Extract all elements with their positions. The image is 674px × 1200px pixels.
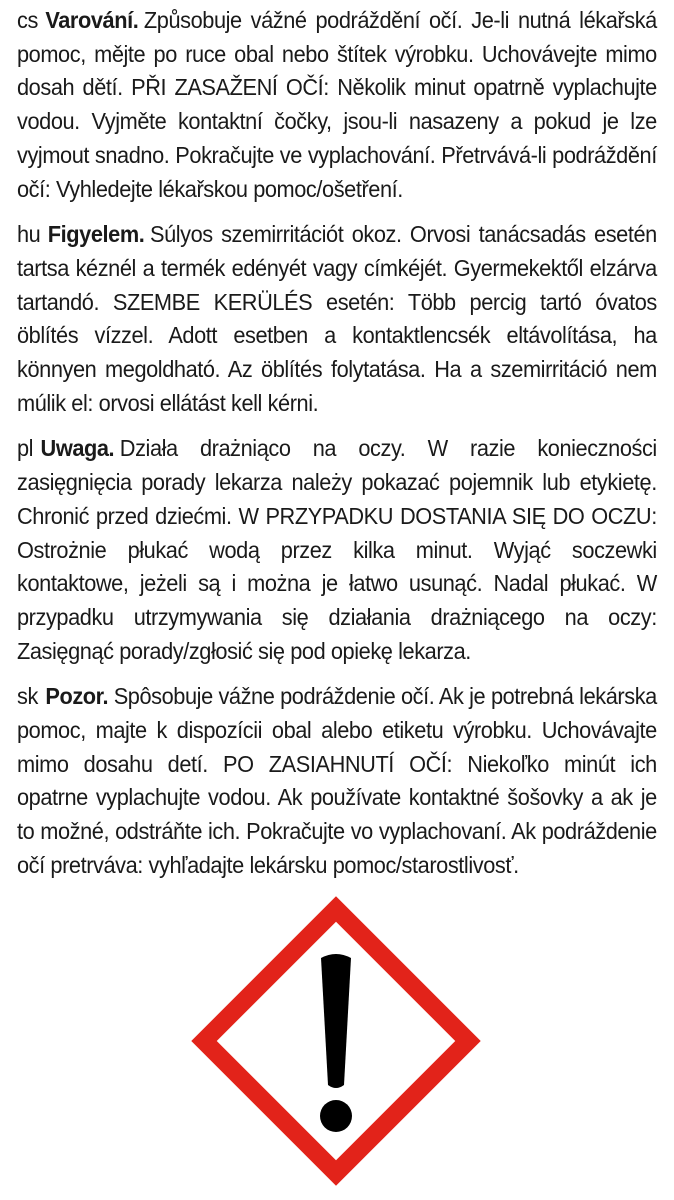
- exclamation-dot: [320, 1100, 352, 1132]
- hazard-label-text: [17, 4, 657, 895]
- section-sk: [17, 680, 657, 882]
- section-hu: [17, 218, 657, 420]
- hazard-statement: Způsobuje vážné podráždění očí. Je-li nutná lékařská pomoc, mějte po ruce obal nebo štítek výrobku. Uchovávejte mimo dosah dětí. PŘI ZASAŽENÍ OČÍ: Několik minut opatrně vyplachujte vodou. Vyjměte kontaktní čočky, jsou-li nasazeny a pokud je lze vyjmout snadno. Pokračujte ve vyplachování. Přetrvává-li podráždění očí: Vyhledejte lékařskou pomoc/ošetření.: [17, 7, 657, 202]
- signal-word: Pozor.: [45, 683, 109, 710]
- language-code: sk: [17, 683, 38, 710]
- signal-word: Uwaga.: [40, 435, 115, 462]
- hazard-statement: Spôsobuje vážne podráždenie očí. Ak je potrebná lekárska pomoc, majte k dispozícii obal alebo etiketu výrobku. Uchovávajte mimo dosahu detí. PO ZASIAHNUTÍ OČÍ: Niekoľko minút ich opatrne vyplachujte vodou. Ak používate kontaktné šošovky a ak je to možné, odstráňte ich. Pokračujte vo vyplachovaní. Ak podráždenie očí pretrváva: vyhľadajte lekársku pomoc/starostlivosť.: [17, 683, 657, 878]
- hazard-statement: Działa drażniąco na oczy. W razie konieczności zasięgnięcia porady lekarza należy pokazać pojemnik lub etykietę. Chronić przed dziećmi. W PRZYPADKU DOSTANIA SIĘ DO OCZU: Ostrożnie płukać wodą przez kilka minut. Wyjąć soczewki kontaktowe, jeżeli są i można je łatwo usunąć. Nadal płukać. W przypadku utrzymywania się działania drażniącego na oczy: Zasięgnąć porady/zgłosić się pod opiekę lekarza.: [17, 435, 657, 664]
- language-code: hu: [17, 221, 41, 248]
- hazard-statement: Súlyos szemirritációt okoz. Orvosi tanácsadás esetén tartsa kéznél a termék edényét vagy címkéjét. Gyermekektől elzárva tartandó. SZEMBE KERÜLÉS esetén: Több percig tartó óvatos öblítés vízzel. Adott esetben a kontaktlencsék eltávolítása, ha könnyen megoldható. Az öblítés folytatása. Ha a szemirritáció nem múlik el: orvosi ellátást kell kérni.: [17, 221, 657, 416]
- signal-word: Varování.: [45, 7, 139, 33]
- exclamation-mark-hazard-icon: [190, 895, 482, 1187]
- section-cs: [17, 4, 657, 206]
- language-code: cs: [17, 7, 38, 33]
- section-pl: [17, 432, 657, 668]
- language-code: pl: [17, 435, 34, 462]
- signal-word: Figyelem.: [47, 221, 145, 248]
